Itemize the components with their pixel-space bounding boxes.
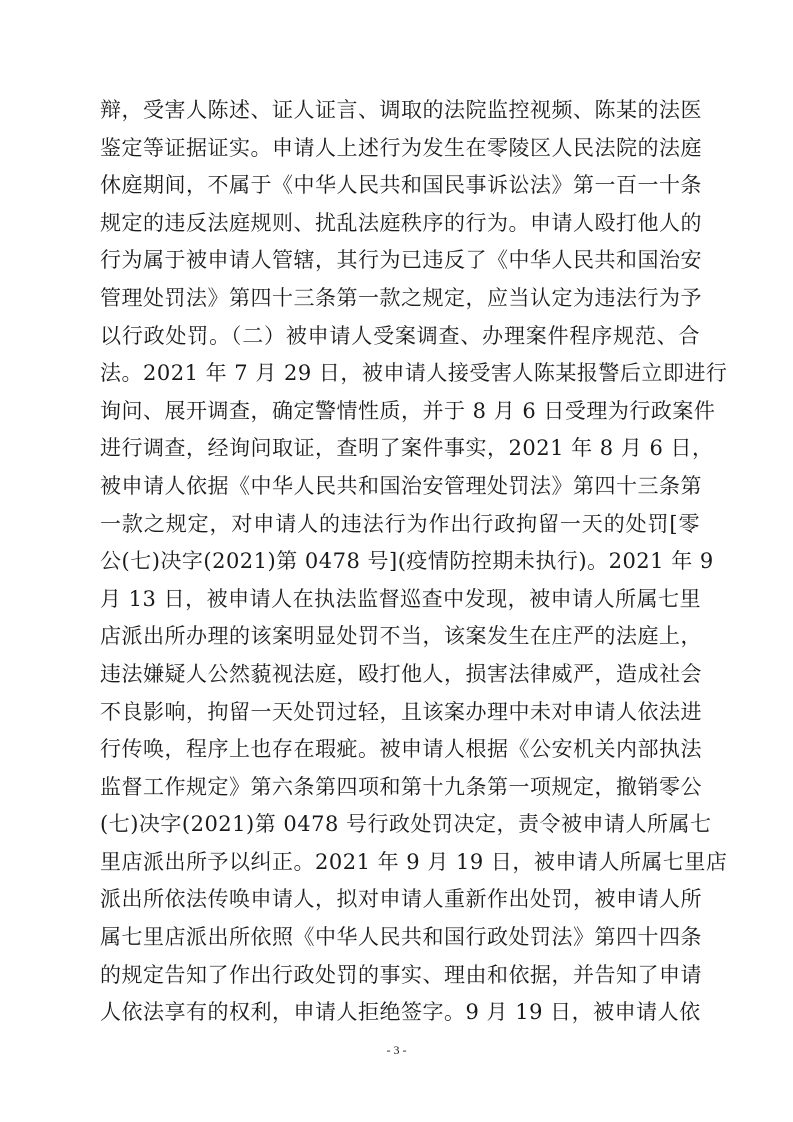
text-line: 公(七)决字(2021)第 0478 号](疫情防控期未执行)。2021 年 9 xyxy=(100,549,714,574)
text-line: 以行政处罚。（二）被申请人受案调查、办理案件程序规范、合 xyxy=(100,323,700,348)
text-line: 店派出所办理的该案明显处罚不当，该案发生在庄严的法庭上， xyxy=(100,624,702,649)
text-line: 不良影响，拘留一天处罚过轻，且该案办理中未对申请人依法进 xyxy=(100,699,702,724)
text-line: 法。2021 年 7 月 29 日，被申请人接受害人陈某报警后立即进行 xyxy=(100,361,728,386)
body-text xyxy=(100,92,728,1032)
text-line: 违法嫌疑人公然藐视法庭，殴打他人，损害法律威严，造成社会 xyxy=(100,661,702,686)
text-line: 人依法享有的权利，申请人拒绝签字。9 月 19 日，被申请人依 xyxy=(100,1000,701,1025)
page-number: - 3 - xyxy=(386,1043,407,1057)
text-line: 鉴定等证据证实。申请人上述行为发生在零陵区人民法院的法庭 xyxy=(100,135,702,160)
text-line: 进行调查，经询问取证，查明了案件事实，2021 年 8 月 6 日， xyxy=(100,436,714,461)
text-line: 管理处罚法》第四十三条第一款之规定，应当认定为违法行为予 xyxy=(100,285,702,310)
text-line: 休庭期间，不属于《中华人民共和国民事诉讼法》第一百一十条 xyxy=(100,173,702,198)
text-line: 询问、展开调查，确定警情性质，并于 8 月 6 日受理为行政案件 xyxy=(100,398,716,423)
text-line: 一款之规定，对申请人的违法行为作出行政拘留一天的处罚[零 xyxy=(100,511,700,536)
text-line: 辩，受害人陈述、证人证言、调取的法院监控视频、陈某的法医 xyxy=(100,98,702,122)
text-line: 的规定告知了作出行政处罚的事实、理由和依据，并告知了申请 xyxy=(100,962,702,987)
text-line: 规定的违反法庭规则、扰乱法庭秩序的行为。申请人殴打他人的 xyxy=(100,210,702,235)
text-line: (七)决字(2021)第 0478 号行政处罚决定，责令被申请人所属七 xyxy=(100,812,712,837)
text-line: 行为属于被申请人管辖，其行为已违反了《中华人民共和国治安 xyxy=(100,248,702,273)
text-line: 行传唤，程序上也存在瑕疵。被申请人根据《公安机关内部执法 xyxy=(100,737,702,762)
text-line: 监督工作规定》第六条第四项和第十九条第一项规定，撤销零公 xyxy=(100,774,702,799)
text-line: 里店派出所予以纠正。2021 年 9 月 19 日，被申请人所属七里店 xyxy=(100,849,728,874)
text-line: 派出所依法传唤申请人，拟对申请人重新作出处罚，被申请人所 xyxy=(100,887,702,912)
text-line: 月 13 日，被申请人在执法监督巡查中发现，被申请人所属七里 xyxy=(100,586,702,611)
text-line: 被申请人依据《中华人民共和国治安管理处罚法》第四十三条第 xyxy=(100,473,702,498)
text-line: 属七里店派出所依照《中华人民共和国行政处罚法》第四十四条 xyxy=(100,925,702,950)
